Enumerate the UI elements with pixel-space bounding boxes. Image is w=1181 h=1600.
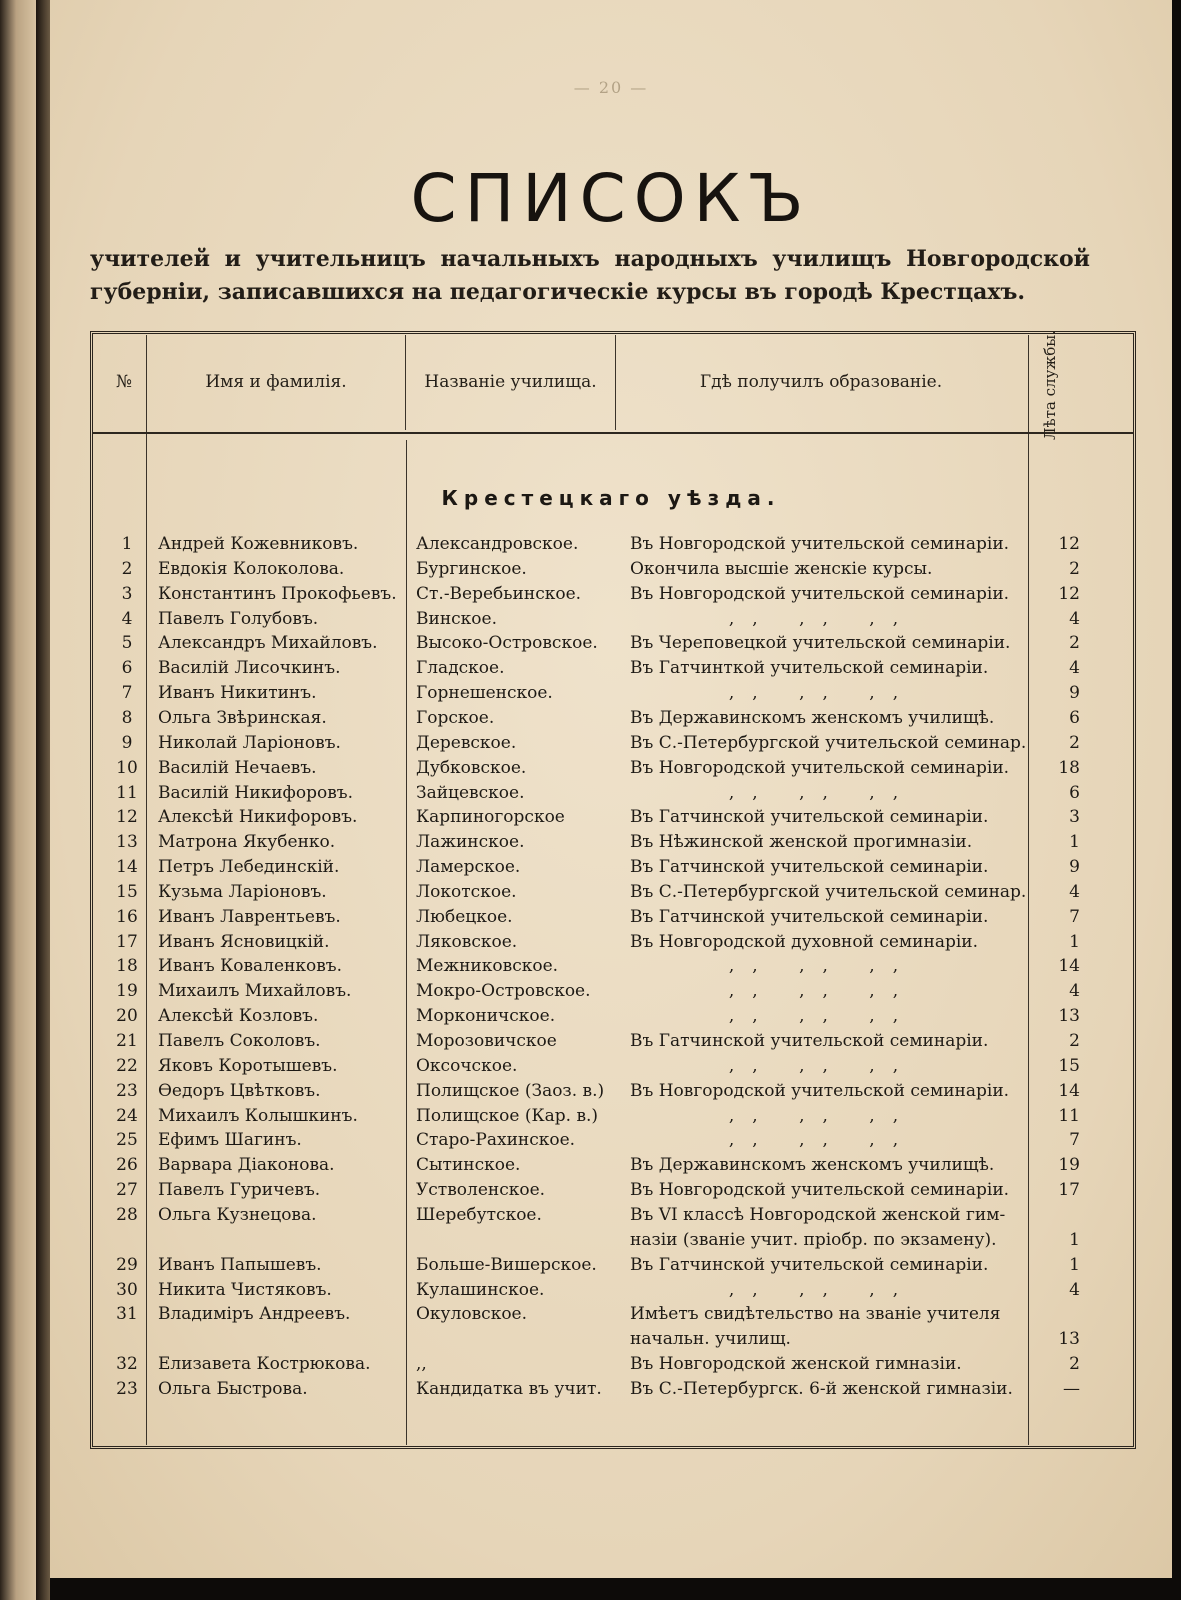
row-number: 6	[121, 658, 133, 679]
school-name: Мокро-Островское.	[416, 981, 591, 1002]
years-of-service: 2	[1069, 558, 1080, 579]
years-of-service: 12	[1058, 534, 1080, 554]
education: ,, ,, ,,	[728, 1105, 917, 1126]
teacher-name: Василій Нечаевъ.	[158, 757, 317, 778]
years-of-service: 4	[1069, 658, 1080, 679]
years-of-service: 13	[1058, 1329, 1080, 1350]
row-number: 27	[116, 1180, 138, 1201]
years-of-service: 2	[1069, 1031, 1080, 1051]
row-number: 23	[116, 1378, 138, 1399]
teacher-name: Алексѣй Козловъ.	[158, 1006, 319, 1027]
years-of-service: 7	[1069, 906, 1080, 927]
row-number: 15	[116, 881, 138, 902]
school-name: Горское.	[416, 707, 495, 728]
education: ,, ,, ,,	[728, 782, 917, 803]
row-number: 2	[121, 558, 133, 579]
row-number: 21	[116, 1031, 138, 1051]
district-heading: Крестецкаго уѣзда.	[441, 486, 781, 510]
column-divider	[406, 440, 407, 1445]
school-name: Александровское.	[416, 534, 579, 554]
school-name: Ламерское.	[416, 857, 521, 878]
education: Въ С.-Петербургской учительской семинар.	[630, 732, 1027, 753]
teacher-name: Ольга Быстрова.	[158, 1378, 308, 1399]
years-of-service: 3	[1069, 807, 1080, 828]
years-of-service: 18	[1058, 757, 1080, 778]
teacher-name: Василій Никифоровъ.	[158, 782, 354, 803]
row-number: 14	[116, 857, 138, 878]
row-number: 20	[116, 1006, 138, 1027]
education: ,, ,, ,,	[728, 1055, 917, 1076]
school-name: Старо-Рахинское.	[416, 1130, 576, 1151]
teacher-name: Өедоръ Цвѣтковъ.	[158, 1080, 321, 1101]
school-name: Ляковское.	[416, 931, 518, 952]
school-name: Морозовичское	[416, 1031, 557, 1051]
row-number: 16	[116, 906, 138, 927]
education: Въ Новгородской учительской семинаріи.	[630, 583, 1010, 604]
years-of-service: 1	[1069, 931, 1080, 952]
school-name: Зайцевское.	[416, 782, 525, 803]
school-name: Больше-Вишерское.	[416, 1254, 597, 1275]
education: Въ Гатчинской учительской семинаріи.	[630, 906, 989, 927]
header-school: Названіе училища.	[424, 372, 597, 392]
years-of-service: 1	[1069, 1229, 1080, 1250]
school-name: Винское.	[416, 608, 497, 629]
book-gutter	[36, 0, 50, 1600]
school-name: ,,	[416, 1354, 427, 1375]
teacher-name: Иванъ Папышевъ.	[158, 1254, 322, 1275]
years-of-service: 7	[1069, 1130, 1080, 1151]
education: Въ Гатчинской учительской семинаріи.	[630, 1031, 989, 1051]
row-number: 13	[116, 832, 138, 853]
teacher-name: Кузьма Ларіоновъ.	[158, 881, 327, 902]
years-of-service: 4	[1069, 608, 1080, 629]
years-of-service: 2	[1069, 1354, 1080, 1375]
education: ,, ,, ,,	[728, 956, 917, 977]
education: ,, ,, ,,	[728, 981, 917, 1002]
school-name: Дубковское.	[416, 757, 527, 778]
teacher-name: Иванъ Коваленковъ.	[158, 956, 343, 977]
teacher-name: Иванъ Ясновицкій.	[158, 931, 330, 952]
education: Въ Новгородской учительской семинаріи.	[630, 757, 1010, 778]
education: ,, ,, ,,	[728, 1006, 917, 1027]
row-number: 5	[121, 633, 133, 654]
teacher-name: Николай Ларіоновъ.	[158, 732, 341, 753]
row-number: 32	[116, 1354, 138, 1375]
school-name: Межниковское.	[416, 956, 559, 977]
school-name: Гладское.	[416, 658, 505, 679]
header-name: Имя и фамилія.	[205, 372, 347, 392]
education: Въ Новгородской учительской семинаріи.	[630, 534, 1010, 554]
header-education: Гдѣ получилъ образованіе.	[699, 372, 943, 392]
teacher-name: Петръ Лебединскій.	[158, 857, 340, 878]
years-of-service: 6	[1069, 782, 1080, 803]
header-years-label: Лѣта службы.	[1041, 330, 1059, 440]
teacher-name: Яковъ Коротышевъ.	[158, 1055, 338, 1076]
education: Въ Новгородской женской гимназіи.	[630, 1354, 962, 1375]
row-number: 3	[121, 583, 133, 604]
education: Въ С.-Петербургской учительской семинар.	[630, 881, 1027, 902]
education: ,, ,, ,,	[728, 608, 917, 629]
teacher-name: Елизавета Кострюкова.	[158, 1354, 371, 1375]
years-of-service: 6	[1069, 707, 1080, 728]
row-number: 8	[121, 707, 133, 728]
teacher-name: Павелъ Соколовъ.	[158, 1031, 321, 1051]
teacher-name: Михаилъ Колышкинъ.	[158, 1105, 358, 1126]
row-number: 7	[121, 683, 133, 704]
school-name: Оксочское.	[416, 1055, 518, 1076]
school-name: Деревское.	[416, 732, 517, 753]
row-number: 22	[116, 1055, 138, 1076]
teacher-name: Андрей Кожевниковъ.	[158, 534, 359, 554]
education: Въ Новгородской учительской семинаріи.	[630, 1180, 1010, 1201]
education: Въ Гатчинской учительской семинаріи.	[630, 1254, 989, 1275]
teacher-name: Владиміръ Андреевъ.	[158, 1304, 351, 1325]
years-of-service: 9	[1069, 857, 1080, 878]
education: Въ Череповецкой учительской семинаріи.	[630, 633, 1011, 654]
teacher-name: Ольга Звѣринская.	[158, 707, 327, 728]
years-of-service: 1	[1069, 832, 1080, 853]
teacher-name: Василій Лисочкинъ.	[158, 658, 341, 679]
years-of-service: 19	[1058, 1155, 1080, 1176]
header-rule	[93, 432, 1133, 434]
years-of-service: 14	[1058, 956, 1080, 977]
years-of-service: 9	[1069, 683, 1080, 704]
education: Въ Державинскомъ женскомъ училищѣ.	[630, 1155, 995, 1176]
years-of-service: 4	[1069, 1279, 1080, 1300]
education: начальн. училищ.	[630, 1329, 791, 1350]
teacher-name: Алексѣй Никифоровъ.	[158, 807, 358, 828]
years-of-service: —	[1063, 1378, 1080, 1399]
school-name: Кандидатка въ учит.	[416, 1378, 602, 1399]
row-number: 11	[116, 782, 138, 803]
school-name: Устволенское.	[416, 1180, 546, 1201]
page-number: — 20 —	[573, 78, 649, 97]
row-number: 18	[116, 956, 138, 977]
years-of-service: 4	[1069, 981, 1080, 1002]
years-of-service: 17	[1058, 1180, 1080, 1201]
row-number: 26	[116, 1155, 138, 1176]
education: Въ Новгородской учительской семинаріи.	[630, 1080, 1010, 1101]
years-of-service: 14	[1058, 1080, 1080, 1101]
years-of-service: 4	[1069, 881, 1080, 902]
teacher-name: Михаилъ Михайловъ.	[158, 981, 352, 1002]
header-num: №	[115, 372, 133, 392]
row-number: 31	[116, 1304, 138, 1325]
education: ,, ,, ,,	[728, 1279, 917, 1300]
years-of-service: 1	[1069, 1254, 1080, 1275]
teacher-name: Павелъ Голубовъ.	[158, 608, 319, 629]
education: Въ Державинскомъ женскомъ училищѣ.	[630, 707, 995, 728]
row-number: 24	[116, 1105, 138, 1126]
row-number: 29	[116, 1254, 138, 1275]
teacher-name: Иванъ Лаврентьевъ.	[158, 906, 341, 927]
row-number: 28	[116, 1204, 138, 1225]
teacher-name: Матрона Якубенко.	[158, 832, 336, 853]
page-title: СПИСОКЪ	[410, 160, 812, 237]
years-of-service: 11	[1058, 1105, 1080, 1126]
years-of-service: 2	[1069, 633, 1080, 654]
row-number: 17	[116, 931, 138, 952]
education: Окончила высшіе женскіе курсы.	[630, 558, 933, 579]
school-name: Локотское.	[416, 881, 517, 902]
row-number: 4	[121, 608, 133, 629]
education: Въ Нѣжинской женской прогимназіи.	[630, 832, 973, 853]
row-number: 12	[116, 807, 138, 828]
document-page	[50, 0, 1172, 1578]
school-name: Лажинское.	[416, 832, 525, 853]
years-of-service: 12	[1058, 583, 1080, 604]
school-name: Ст.-Веребьинское.	[416, 583, 582, 604]
years-of-service: 13	[1058, 1006, 1080, 1027]
education: Имѣетъ свидѣтельство на званіе учителя	[630, 1304, 1001, 1325]
education: Въ С.-Петербургск. 6-й женской гимназіи.	[630, 1378, 1013, 1399]
row-number: 23	[116, 1080, 138, 1101]
teacher-name: Ольга Кузнецова.	[158, 1204, 317, 1225]
school-name: Горнешенское.	[416, 683, 553, 704]
row-number: 19	[116, 981, 138, 1002]
education: ,, ,, ,,	[728, 1130, 917, 1151]
row-number: 30	[116, 1279, 138, 1300]
page-subtitle: учителей и учительницъ начальныхъ народныхъ училищъ Новгородской губерніи, записавшихся на педагогическіе курсы въ городѣ Крестцахъ.	[90, 246, 1090, 305]
teacher-name: Ефимъ Шагинъ.	[158, 1130, 302, 1151]
education: назіи (званіе учит. пріобр. по экзамену).	[630, 1229, 997, 1250]
school-name: Окуловское.	[416, 1304, 528, 1325]
education: Въ VI классѣ Новгородской женской гим-	[630, 1204, 1006, 1225]
education: Въ Новгородской духовной семинаріи.	[630, 931, 979, 952]
school-name: Карпиногорское	[416, 807, 565, 828]
school-name: Бургинское.	[416, 558, 527, 579]
school-name: Полищское (Заоз. в.)	[416, 1080, 605, 1101]
school-name: Любецкое.	[416, 906, 513, 927]
teacher-name: Константинъ Прокофьевъ.	[158, 583, 397, 604]
school-name: Кулашинское.	[416, 1279, 545, 1300]
column-divider	[405, 335, 406, 430]
education: Въ Гатчинской учительской семинаріи.	[630, 807, 989, 828]
row-number: 1	[121, 534, 133, 554]
facing-page-edge	[0, 0, 36, 1600]
school-name: Высоко-Островское.	[416, 633, 598, 654]
header-years	[1029, 330, 1071, 440]
row-number: 10	[116, 757, 138, 778]
row-number: 25	[116, 1130, 138, 1151]
row-number: 9	[121, 732, 133, 753]
years-of-service: 15	[1058, 1055, 1080, 1076]
school-name: Морконичское.	[416, 1006, 556, 1027]
years-of-service: 2	[1069, 732, 1080, 753]
school-name: Сытинское.	[416, 1155, 521, 1176]
education: ,, ,, ,,	[728, 683, 917, 704]
school-name: Шеребутское.	[416, 1204, 542, 1225]
education: Въ Гатчинской учительской семинаріи.	[630, 857, 989, 878]
teacher-name: Никита Чистяковъ.	[158, 1279, 332, 1300]
teacher-name: Иванъ Никитинъ.	[158, 683, 317, 704]
teacher-name: Евдокія Колоколова.	[158, 558, 345, 579]
teacher-name: Варвара Діаконова.	[158, 1155, 335, 1176]
teacher-name: Павелъ Гуричевъ.	[158, 1180, 321, 1201]
education: Въ Гатчинткой учительской семинаріи.	[630, 658, 989, 679]
teacher-name: Александръ Михайловъ.	[158, 633, 378, 654]
school-name: Полищское (Кар. в.)	[416, 1105, 599, 1126]
